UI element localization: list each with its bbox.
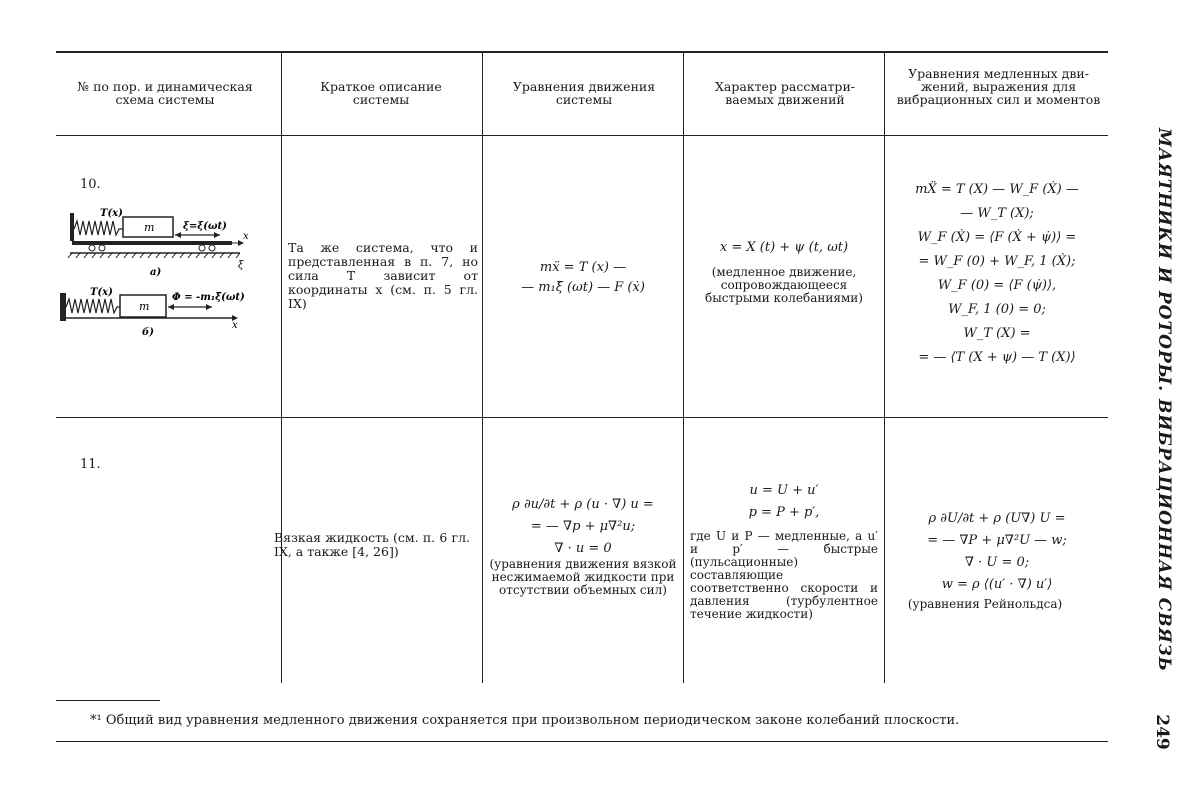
diagram-a-wheel <box>99 245 105 251</box>
header-col5: Уравнения медленных дви- жений, выражения для вибрационных сил и моментов <box>896 66 1101 107</box>
row11-slow-note: (уравнения Рейнольдса) <box>907 597 1063 611</box>
row11-eq-line: = — ∇p + μ∇²u; <box>530 519 636 534</box>
diagram-a-wheel <box>199 245 205 251</box>
diagram-a-arrowhead-left <box>175 232 181 238</box>
diagram-a-arrowhead-right <box>214 232 220 238</box>
header-col1: № по пор. и динамическая схема системы <box>77 79 253 107</box>
row10-slow-line: — W_T (X); <box>960 206 1034 221</box>
header-col3: Уравнения движения системы <box>512 79 656 107</box>
col-divider-2 <box>482 53 483 683</box>
diagram-a-ground-hatch <box>68 253 240 258</box>
footnote: *¹ Общий вид уравнения медленного движения сохраняется при произвольном периодическом законе колебаний плоскости. <box>90 713 960 728</box>
diagram-a-spring <box>74 221 123 235</box>
row10-eq-line: — m₁ξ̈ (ωt) — F (ẋ) <box>521 280 645 295</box>
diagram-a-mass-label: m <box>144 221 155 234</box>
diagram-a-x-label: x <box>243 231 249 242</box>
side-title-text: МАЯТНИКИ И РОТОРЫ. ВИБРАЦИОННАЯ СВЯЗЬ <box>1154 128 1174 672</box>
row11-motion-line: u = U + u′ <box>749 483 819 498</box>
diagram-b-excitation-label: Φ = -m₁ξ̈(ωt) <box>172 292 245 303</box>
diagram-b-arrowhead-right <box>206 304 212 310</box>
diagram-b-mass-label: m <box>139 300 150 313</box>
row11-slow-equations <box>890 508 1104 596</box>
row11-motion-text: где U и P — медленные, а u′ и p′ — быстрые (пульсационные) составляющие соответственно скорости и давления (турбулентное течение жидкости) <box>690 529 878 621</box>
diagram-a-force-label: T(x) <box>100 208 123 219</box>
row10-slow-line: W_F (0) = ⟨F (ψ̇)⟩, <box>937 278 1057 293</box>
header-col2: Краткое описание системы <box>320 79 442 107</box>
table-top-rule <box>56 51 1108 53</box>
row10-motion-text: (медленное движение, сопровождающееся быстрыми колебаниями) <box>705 265 863 305</box>
row10-slow-line: W_F, 1 (0) = 0; <box>948 302 1046 317</box>
bottom-rule <box>56 741 1108 742</box>
row11-slow-line: ρ ∂U/∂t + ρ (U∇) U = <box>928 511 1066 526</box>
diagram-a <box>68 208 249 278</box>
diagram-b-wall <box>60 293 66 321</box>
diagram-a-excitation-label: ξ=ξ(ωt) <box>183 221 227 232</box>
row11-eq-note: (уравнения движения вязкой несжимаемой жидкости при отсутствии объемных сил) <box>489 557 677 597</box>
diagram-a-caption: а) <box>150 267 162 278</box>
row10-slow-line: = W_F (0) + W_F, 1 (Ẋ); <box>918 254 1076 269</box>
row10-slow-line: W_F (Ẋ) = ⟨F (Ẋ + ψ̇)⟩ = <box>917 230 1077 245</box>
diagram-b-arrowhead-left <box>168 304 174 310</box>
header-col4: Характер рассматри- ваемых движений <box>714 79 855 107</box>
row10-slow-equations <box>890 178 1104 370</box>
col-divider-3 <box>683 53 684 683</box>
footnote-short-rule <box>56 700 160 701</box>
row11-slow-line: ∇ · U = 0; <box>964 555 1030 570</box>
row-divider-rule <box>56 417 1108 418</box>
row10-motion-eq: x = X (t) + ψ (t, ωt) <box>719 240 849 255</box>
row11-eq-line: ρ ∂u/∂t + ρ (u · ∇) u = <box>512 497 654 512</box>
row11-number: 11. <box>80 457 101 472</box>
diagram-b-spring <box>66 299 120 313</box>
header-bottom-rule <box>56 135 1108 136</box>
diagram-a-wheel <box>209 245 215 251</box>
diagram-a-xi-label: ξ <box>238 260 244 271</box>
row10-slow-line: W_T (X) = <box>963 326 1031 341</box>
diagram-b <box>60 287 245 338</box>
col-divider-4 <box>884 53 885 683</box>
page-number-text: 249 <box>1152 714 1172 750</box>
page-number <box>1145 702 1179 762</box>
diagram-a-wheel <box>89 245 95 251</box>
diagram-a-wall <box>70 213 74 241</box>
row10-equations <box>490 258 676 298</box>
diagram-b-x-label: x <box>232 320 238 331</box>
row11-equations <box>490 494 676 560</box>
row11-slow-line: = — ∇P + μ∇²U — w; <box>927 533 1067 548</box>
row10-number: 10. <box>80 177 101 192</box>
row11-slow-line: w = ρ ⟨(u′ · ∇) u′⟩ <box>941 577 1053 592</box>
diagram-b-force-label: T(x) <box>90 287 113 298</box>
row10-description: Та же система, что и представленная в п. 7, но сила T зависит от координаты x (см. п. 5 гл. IX) <box>288 240 478 311</box>
row11-motion-line: p = P + p′, <box>748 505 820 520</box>
col-divider-1 <box>281 53 282 683</box>
row11-description: Вязкая жидкость (см. п. 6 гл. IX, а также [4, 26]) <box>274 530 470 559</box>
row11-eq-line: ∇ · u = 0 <box>554 541 612 556</box>
diagram-b-caption: б) <box>142 327 154 338</box>
row11-motion-equations <box>690 480 878 524</box>
row10-diagram <box>60 205 260 350</box>
row10-slow-line: mẌ = T (X) — W_F (Ẋ) — <box>915 182 1079 197</box>
side-title <box>1152 128 1176 672</box>
row10-slow-line: = — ⟨T (X + ψ) — T (X)⟩ <box>918 350 1076 365</box>
row10-eq-line: mẍ = T (x) — <box>539 260 627 275</box>
